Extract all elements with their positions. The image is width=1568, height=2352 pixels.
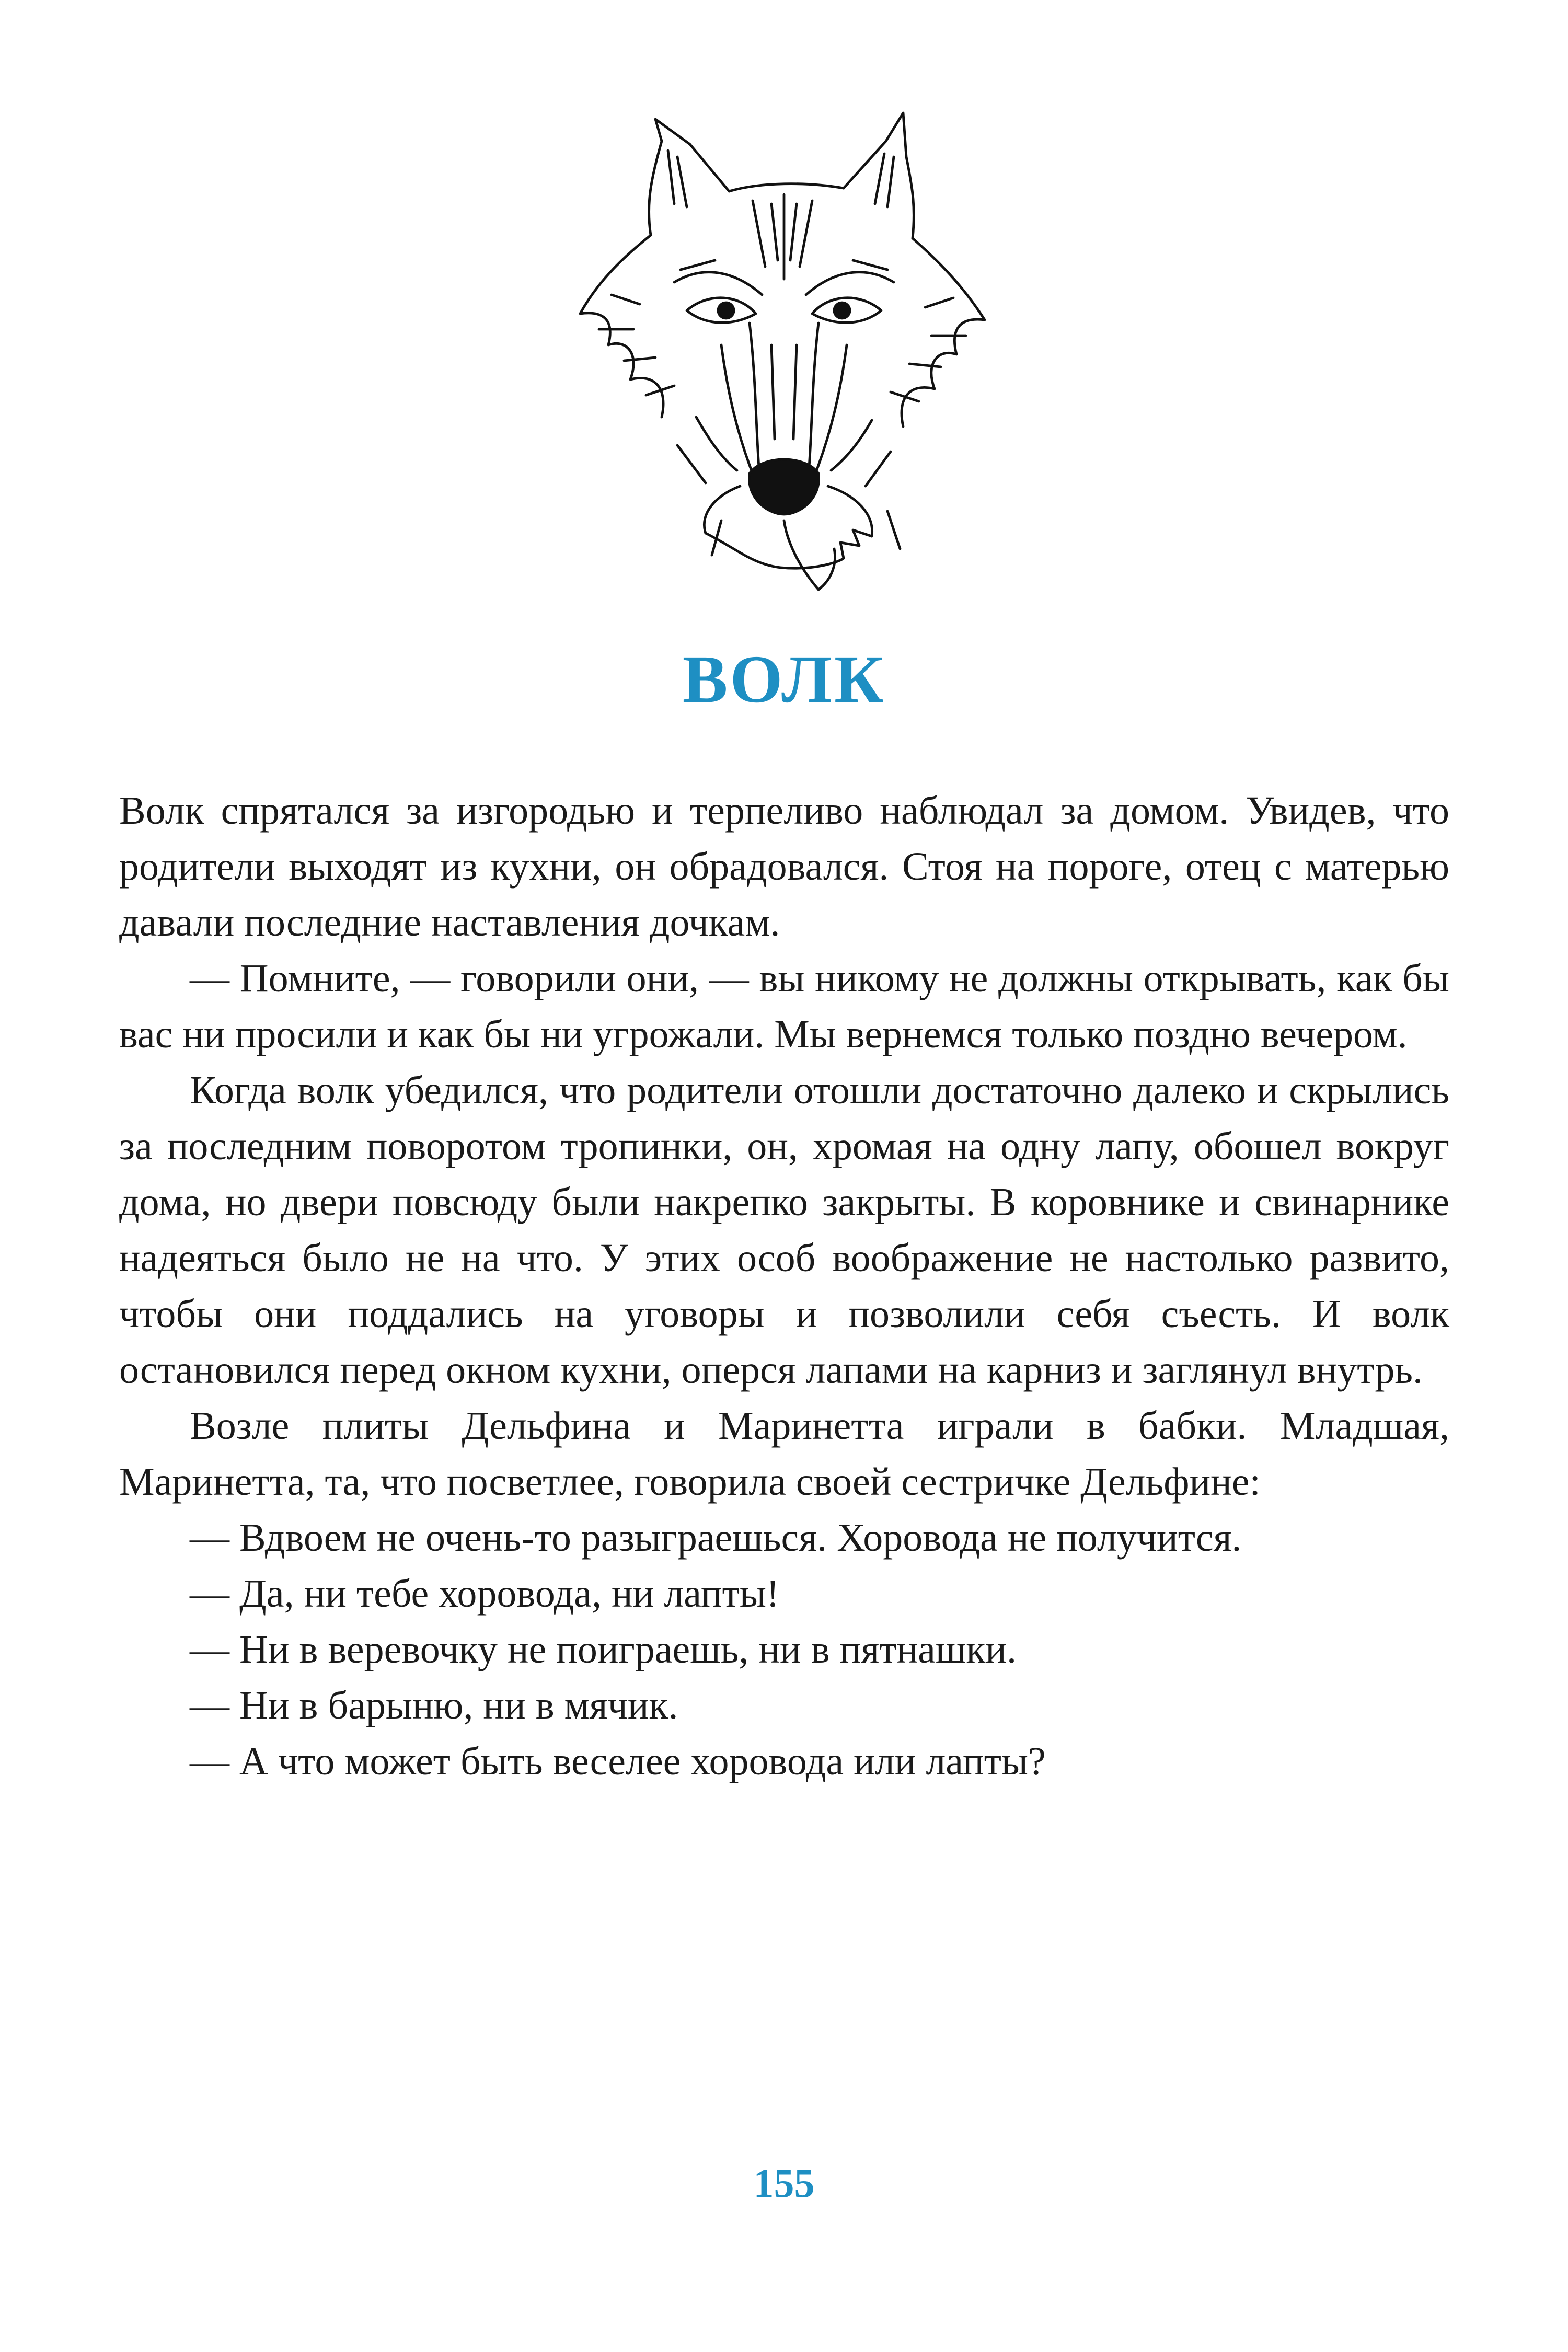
chapter-body — [119, 783, 1449, 1790]
paragraph: — Помните, — говорили они, — вы никому не должны открывать, как бы вас ни просили и как бы ни угрожали. Мы вернемся только поздно вечером. — [119, 956, 1449, 1056]
paragraph: Волк спрятался за изгородью и терпеливо наблюдал за домом. Увидев, что родители выходят из кухни, он обрадовался. Стоя на пороге, отец с матерью давали последние наставления дочкам. — [119, 789, 1449, 944]
paragraph: Возле плиты Дельфина и Маринетта играли в бабки. Младшая, Маринетта, та, что посветлее, говорила своей сестричке Дельфине: — [119, 1404, 1449, 1504]
dialogue-line: — А что может быть веселее хоровода или лапты? — [190, 1739, 1046, 1783]
dialogue-line: — Вдвоем не очень-то разыграешься. Хоровода не получится. — [190, 1516, 1242, 1560]
wolf-head-illustration — [564, 110, 1004, 596]
dialogue-line: — Ни в барыню, ни в мячик. — [190, 1684, 678, 1727]
dialogue-line: — Ни в веревочку не поиграешь, ни в пятнашки. — [190, 1628, 1017, 1671]
wolf-head-icon — [564, 110, 1004, 596]
chapter-title: ВОЛК — [682, 642, 886, 717]
page-number: 155 — [753, 2160, 815, 2206]
paragraph: Когда волк убедился, что родители отошли достаточно далеко и скрылись за последним поворотом тропинки, он, хромая на одну лапу, обошел вокруг дома, но двери повсюду были накрепко закрыты. В коровнике и свинарнике надеяться было не на что. У этих особ воображение не настолько развито, чтобы они поддались на уговоры и позволили себя съесть. И волк остановился перед окном кухни, оперся лапами на карниз и заглянул внутрь. — [119, 1068, 1449, 1392]
dialogue-line: — Да, ни тебе хоровода, ни лапты! — [190, 1572, 780, 1616]
